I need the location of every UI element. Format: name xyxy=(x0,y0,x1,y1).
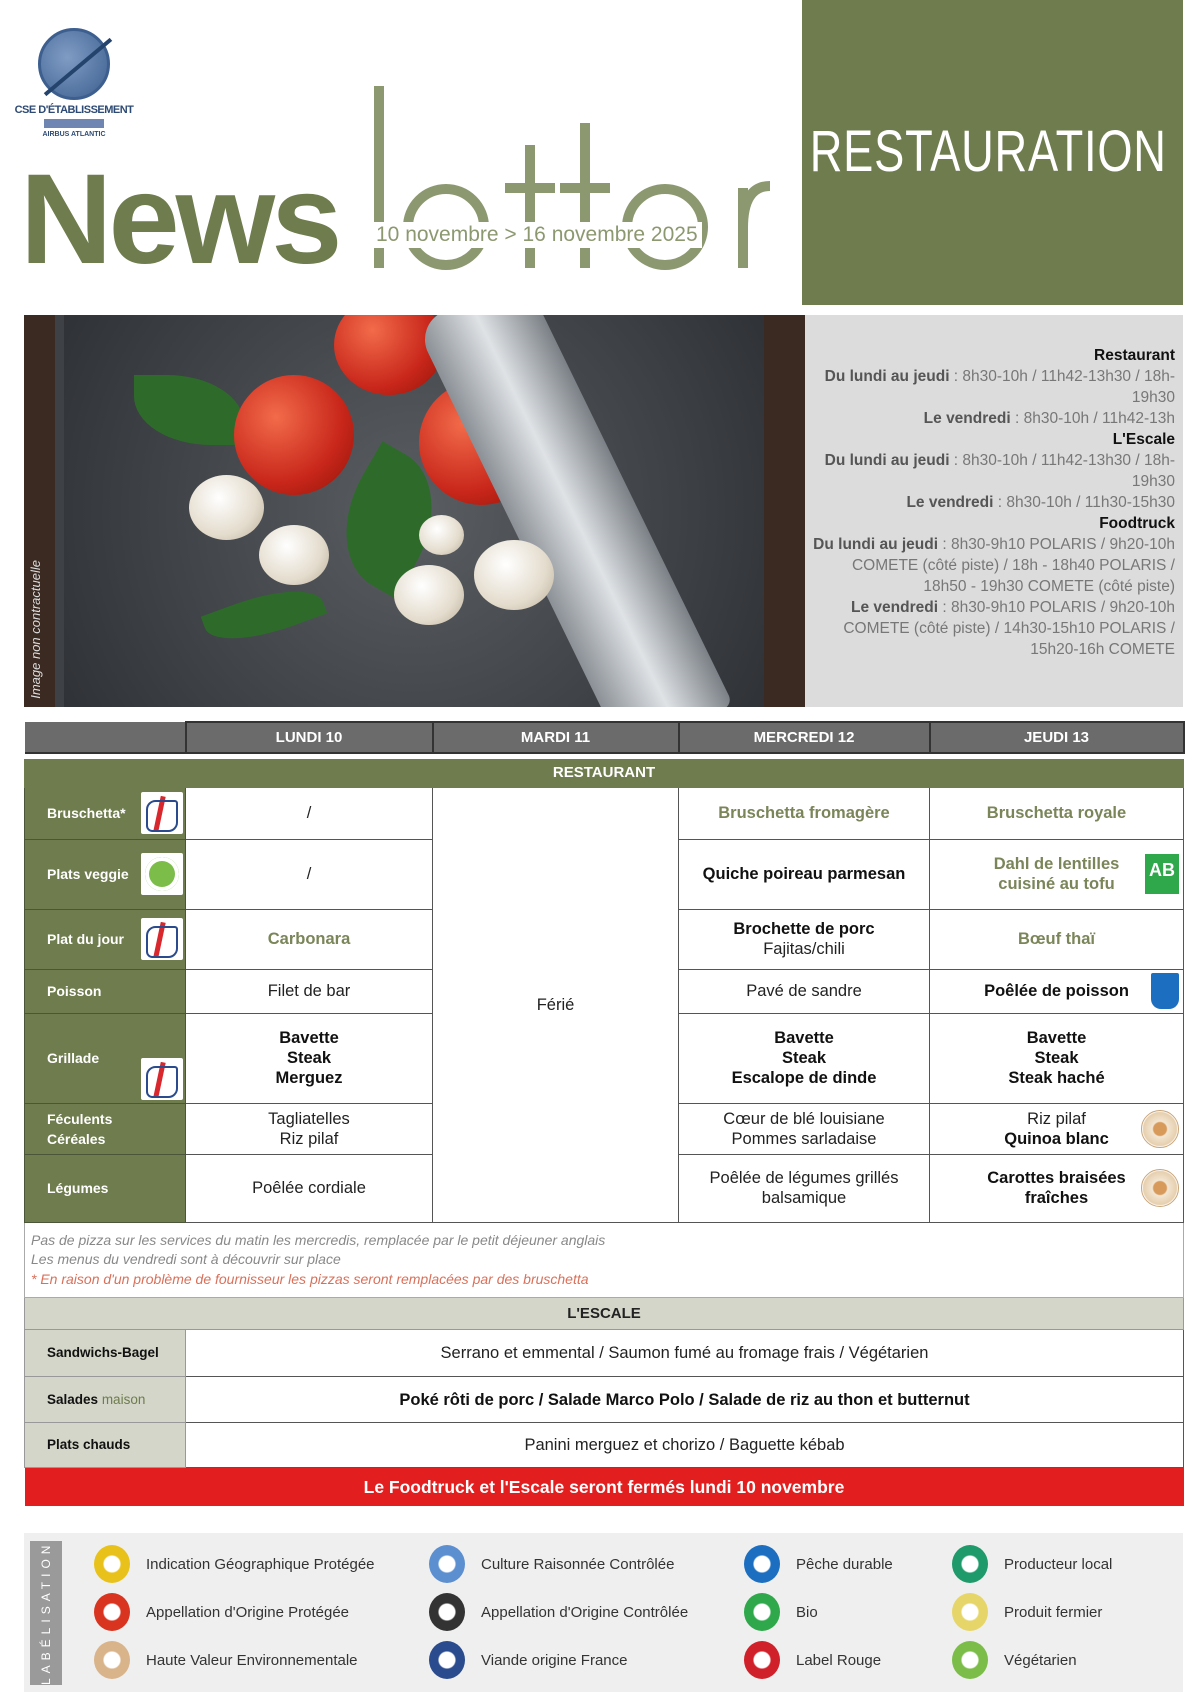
holiday-cell: Férié xyxy=(433,787,679,1222)
label-badge-icon xyxy=(94,1545,130,1583)
label-name: Viande origine France xyxy=(481,1651,628,1669)
date-range: 10 novembre > 16 novembre 2025 xyxy=(372,222,702,248)
hours-line: Le vendredi : 8h30-9h10 POLARIS / 9h20-10h COMETE (côté piste) / 14h30-15h10 POLARIS / 15h20-16h COMETE xyxy=(843,599,1175,658)
label-legend-item xyxy=(744,1593,818,1631)
hours-line: Du lundi au jeudi : 8h30-9h10 POLARIS / 9h20-10h COMETE (côté piste) / 18h - 18h40 POLARIS / 18h50 - 19h30 COMETE (côté piste) xyxy=(813,536,1175,595)
hours-line: Du lundi au jeudi : 8h30-10h / 11h42-13h30 / 18h-19h30 xyxy=(824,452,1175,490)
label-name: Végétarien xyxy=(1004,1651,1077,1669)
viande-france-icon xyxy=(141,792,183,834)
label-name: Pêche durable xyxy=(796,1555,893,1573)
label-legend-item xyxy=(744,1641,881,1679)
label-badge-icon xyxy=(94,1641,130,1679)
hve-icon xyxy=(1141,1169,1179,1207)
logo-banner xyxy=(44,119,104,128)
cse-logo xyxy=(12,28,136,139)
day-header: LUNDI 10 xyxy=(186,722,433,753)
hours-line: Le vendredi : 8h30-10h / 11h42-13h xyxy=(923,410,1175,427)
hours-line: Le vendredi : 8h30-10h / 11h30-15h30 xyxy=(906,494,1175,511)
label-name: Label Rouge xyxy=(796,1651,882,1669)
note: Pas de pizza sur les services du matin les mercredis, remplacée par le petit déjeuner anglais xyxy=(31,1231,606,1248)
table-row: Grillade Bavette Steak Merguez Bavette Steak Escalope de dinde Bavette Steak Steak haché xyxy=(25,1013,1184,1103)
day-header: MERCREDI 12 xyxy=(679,722,930,753)
vegetarian-icon xyxy=(141,853,183,895)
label-badge-icon xyxy=(952,1641,988,1679)
label-name: Indication Géographique Protégée xyxy=(146,1555,375,1573)
label-badge-icon xyxy=(744,1545,780,1583)
label-name: Appellation d'Origine Contrôlée xyxy=(481,1603,689,1621)
label-legend-item xyxy=(952,1545,1112,1583)
day-header: JEUDI 13 xyxy=(930,722,1184,753)
label-legend-item xyxy=(744,1545,893,1583)
photo-caption: Image non contractuelle xyxy=(28,560,43,699)
labels-legend xyxy=(24,1533,1183,1692)
label-legend-item xyxy=(952,1593,1102,1631)
label-badge-icon xyxy=(429,1545,465,1583)
label-legend-item xyxy=(94,1593,349,1631)
label-badge-icon xyxy=(952,1593,988,1631)
day-header-row xyxy=(25,722,1184,753)
day-header: MARDI 11 xyxy=(433,722,679,753)
globe-plane-icon xyxy=(38,28,110,100)
labels-title: LABÉLISATION xyxy=(30,1541,62,1685)
notes-row xyxy=(25,1222,1184,1298)
viande-france-icon xyxy=(141,1058,183,1100)
label-badge-icon xyxy=(744,1641,780,1679)
label-badge-icon xyxy=(744,1593,780,1631)
label-badge-icon xyxy=(429,1593,465,1631)
note: Les menus du vendredi sont à découvrir sur place xyxy=(31,1251,341,1267)
hours-title: L'Escale xyxy=(1112,431,1175,448)
label-legend-item xyxy=(952,1641,1077,1679)
label-name: Producteur local xyxy=(1004,1555,1113,1573)
logo-line1: CSE D'ÉTABLISSEMENT xyxy=(14,104,134,116)
label-legend-item xyxy=(429,1545,674,1583)
table-row: Poisson Filet de bar Pavé de sandre Poêlée de poisson xyxy=(25,969,1184,1013)
hours-title: Foodtruck xyxy=(1099,515,1175,532)
section-banner xyxy=(802,0,1183,305)
label-name: Culture Raisonnée Contrôlée xyxy=(481,1555,675,1573)
label-name: Appellation d'Origine Protégée xyxy=(146,1603,349,1621)
food-photo xyxy=(24,315,805,707)
table-row: Légumes Poêlée cordiale Poêlée de légumes grillés balsamique Carottes braisées fraîches xyxy=(25,1154,1184,1222)
label-legend-item xyxy=(94,1545,375,1583)
msc-peche-durable-icon xyxy=(1151,973,1179,1009)
note-warning: * En raison d'un problème de fournisseur les pizzas seront remplacées par des bruschetta xyxy=(31,1270,589,1287)
label-badge-icon xyxy=(952,1545,988,1583)
menu-table xyxy=(24,721,1185,1506)
table-row: Sandwichs-Bagel Serrano et emmental / Saumon fumé au fromage frais / Végétarien xyxy=(25,1330,1184,1377)
closure-alert: Le Foodtruck et l'Escale seront fermés lundi 10 novembre xyxy=(25,1468,1184,1506)
hours-title: Restaurant xyxy=(1094,347,1175,364)
opening-hours xyxy=(805,315,1183,707)
news-wordmark: News xyxy=(20,148,339,291)
table-row: Plat du jour Carbonara Brochette de porc Fajitas/chili Bœuf thaï xyxy=(25,909,1184,969)
label-name: Bio xyxy=(796,1603,818,1621)
section-title: RESTAURATION xyxy=(809,119,1167,184)
viande-france-icon xyxy=(141,918,183,960)
table-row: Féculents Céréales Tagliatelles Riz pilaf Cœur de blé louisiane Pommes sarladaise Riz pilaf Quinoa blanc xyxy=(25,1103,1184,1154)
label-legend-item xyxy=(94,1641,358,1679)
restaurant-section-title: RESTAURANT xyxy=(25,759,1184,787)
table-row: Plats chauds Panini merguez et chorizo / Baguette kébab xyxy=(25,1423,1184,1468)
bio-ab-icon: AB xyxy=(1145,854,1179,894)
label-name: Produit fermier xyxy=(1004,1603,1103,1621)
table-row: Bruschetta* / Férié Bruschetta fromagère Bruschetta royale xyxy=(25,787,1184,839)
table-row: Salades maison Poké rôti de porc / Salade Marco Polo / Salade de riz au thon et butternut xyxy=(25,1377,1184,1423)
logo-line2: AIRBUS ATLANTIC xyxy=(42,131,106,138)
label-name: Haute Valeur Environnementale xyxy=(146,1651,358,1669)
escale-section-title: L'ESCALE xyxy=(25,1298,1184,1330)
table-row: Plats veggie / Quiche poireau parmesan Dahl de lentilles cuisiné au tofu AB xyxy=(25,839,1184,909)
label-legend-item xyxy=(429,1641,627,1679)
label-badge-icon xyxy=(429,1641,465,1679)
label-badge-icon xyxy=(94,1593,130,1631)
hours-line: Du lundi au jeudi : 8h30-10h / 11h42-13h30 / 18h-19h30 xyxy=(824,368,1175,406)
hve-icon xyxy=(1141,1110,1179,1148)
letter-wordmark xyxy=(340,70,780,280)
label-legend-item xyxy=(429,1593,688,1631)
